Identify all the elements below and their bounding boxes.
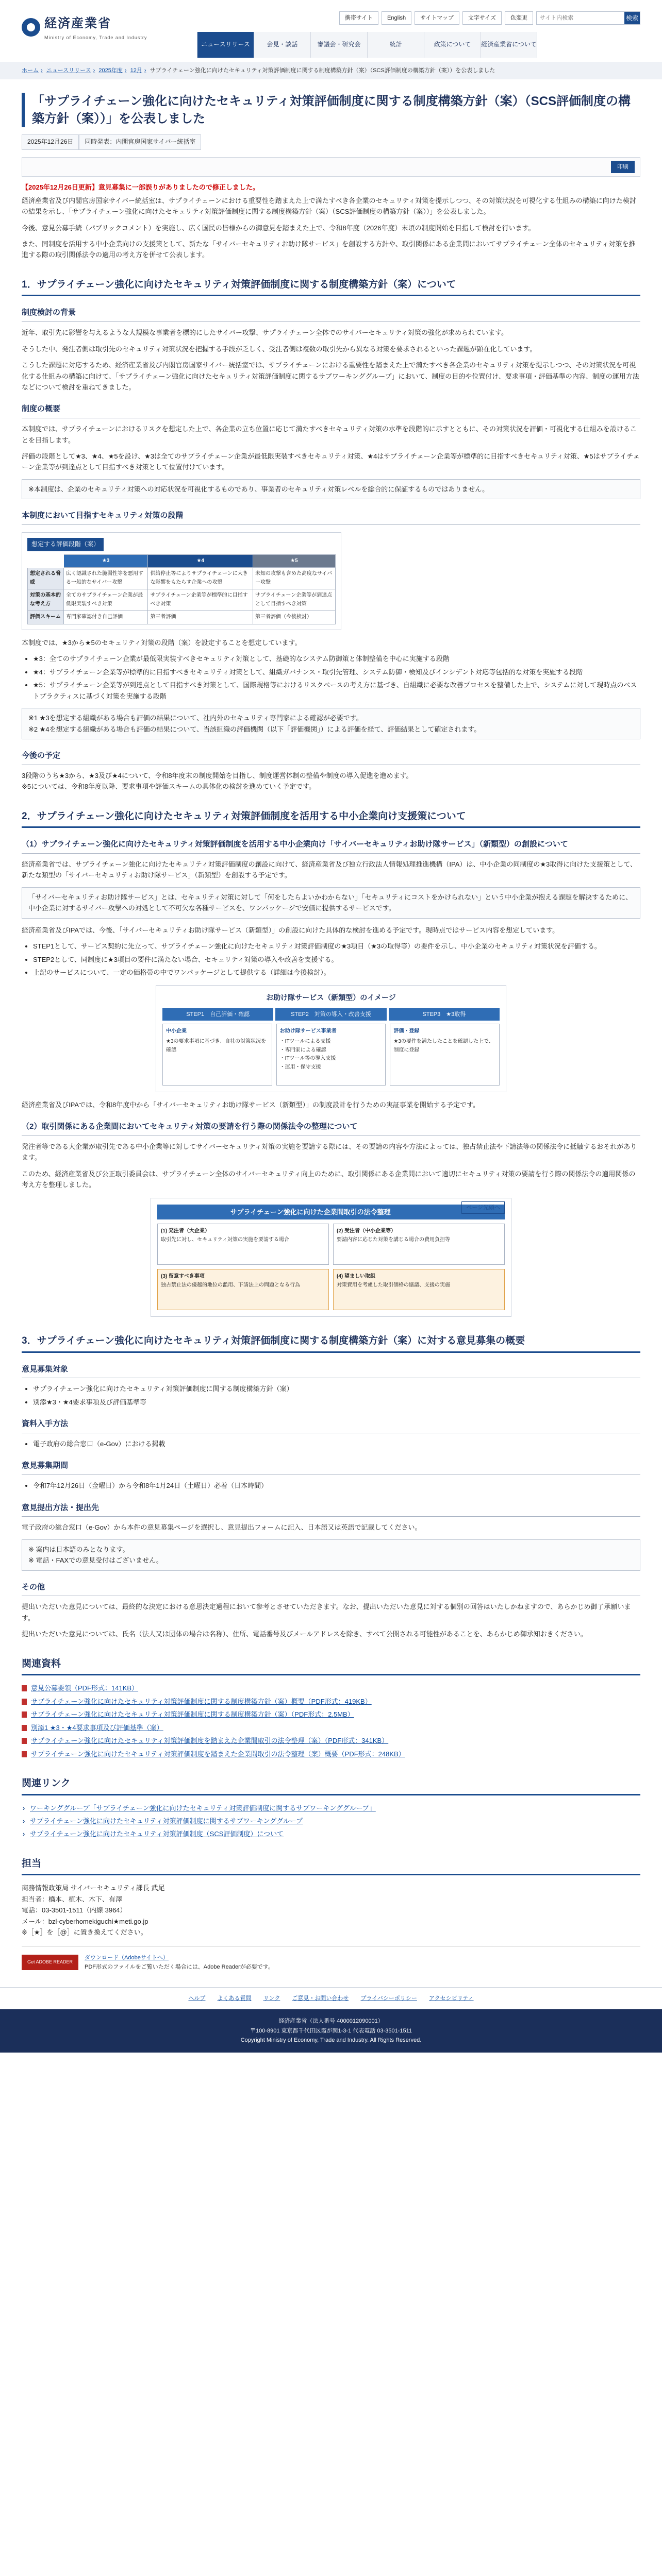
pdf-file-link (22, 1735, 640, 1746)
breadcrumb-separator: › (124, 67, 127, 74)
breadcrumb-current: サプライチェーン強化に向けたセキュリティ対策評価制度に関する制度構築方針（案）（SCS評価制度の構築方針（案））を公表しました (150, 67, 495, 74)
related-link-item (22, 1816, 640, 1826)
list-item: • ★5：サプライチェーン企業等が到達点として目指すべき対策として、国際規格等におけるリスクベースの考え方に基づき、自組織に必要な改善プロセスを整備した上で、システムに対して現時点のベストプラクティスに基づく対策を実施する段階 (33, 680, 640, 702)
search-input[interactable] (537, 12, 624, 24)
figure-column (162, 1024, 272, 1086)
main-content (22, 79, 640, 1972)
breadcrumb-home[interactable]: ホーム (22, 67, 39, 74)
util-color-change[interactable]: 色変更 (505, 11, 533, 25)
box-body: 取引先に対し、セキュリティ対策の実施を要請する場合 (161, 1236, 289, 1243)
list-item: • 電子政府の総合窓口（e-Gov）における掲載 (33, 1438, 640, 1449)
pdf-file-link (22, 1709, 640, 1720)
other-p1: 提出いただいた意見については、最終的な決定における意思決定過程において参考とさせていただきます。なお、提出いただいた意見に対する個別の回答はいたしかねますので、あらかじめ御了承願います。 (22, 1603, 631, 1622)
table-row (28, 568, 336, 589)
row-label: 想定される脅威 (28, 568, 64, 589)
table-cell: 第三者評価 (148, 611, 253, 624)
figure-box (157, 1224, 329, 1265)
step-label: STEP2 対策の導入・改善支援 (275, 1008, 386, 1021)
site-footer (0, 2009, 662, 2053)
support-p3: 経済産業省及びIPAでは、令和8年度中から「サイバーセキュリティお助け隊サービス（新類型）」の制度設計を行うための実証事業を開始する予定です。 (22, 1100, 479, 1109)
list-item: • STEP2として、同制度に★3項目の要件に満たない場合、セキュリティ対策の導入や改善を支援する。 (33, 954, 640, 965)
related-link[interactable]: サプライチェーン強化に向けたセキュリティ対策評価制度（SCS評価制度）について (30, 1830, 284, 1838)
site-logo[interactable] (22, 13, 147, 41)
related-link-item (22, 1828, 640, 1839)
get-list (22, 1438, 640, 1449)
level-3-header: ★3 (64, 554, 148, 568)
utility-nav (339, 11, 640, 25)
section-3-heading: 3．サプライチェーン強化に向けたセキュリティ対策評価制度に関する制度構築方針（案）に対する意見募集の概要 (22, 1332, 640, 1353)
adobe-reader-block (22, 1946, 640, 1972)
gnav-news-release[interactable]: ニュースリリース (197, 32, 254, 58)
figure-steps (162, 1008, 500, 1021)
footer-links (0, 1987, 662, 2009)
breadcrumb-news[interactable]: ニュースリリース (46, 67, 91, 74)
submit-p: 電子政府の総合窓口（e-Gov）から本件の意見募集ページを選択し、意見提出フォームに記入、日本語又は英語で記載してください。 (22, 1523, 422, 1532)
background-p3: こうした課題に対応するため、経済産業省及び内閣官房国家サイバー統括室では、サプライチェーンにおける重要性を踏まえた上で満たすべき各企業のセキュリティ対策を提示しつつ、その対策状況を可視化する仕組みの構築に向けて、「サプライチェーン強化に向けたセキュリティ対策評価制度に関するサブワーキンググループ」において、制度の目的や位置付け、要求事項・評価基準の内容、制度の運用方法などについて検討を重ねてきました。 (22, 361, 639, 391)
related-heading: 関連資料 (22, 1655, 640, 1676)
print-button[interactable]: 印刷 (611, 161, 635, 173)
util-sitemap-link[interactable]: サイトマップ (415, 11, 459, 25)
law-p1: 発注者等である大企業が取引先である中小企業等に対してサイバーセキュリティ対策の実施を要請する際には、その要請の内容や方法によっては、独占禁止法や下請法等の関係法令に抵触するおそれがあります。 (22, 1142, 637, 1162)
links-heading: 関連リンク (22, 1775, 640, 1795)
table-cell: 広く認識された脆弱性等を悪用する一般的なサイバー攻撃 (64, 568, 148, 589)
footer-link-contact[interactable]: ご意見・お問い合わせ (292, 1995, 349, 2002)
list-item: • 令和7年12月26日（金曜日）から令和8年1月24日（土曜日）必着（日本時間） (33, 1480, 640, 1491)
figure-title: サプライチェーン強化に向けた企業間取引の法令整理 (157, 1205, 505, 1219)
box-title: (4) 望ましい取組 (337, 1274, 375, 1280)
law-p2: このため、経済産業省及び公正取引委員会は、サプライチェーン全体のサイバーセキュリティ向上のために、取引関係にある企業間において適切にセキュリティ対策の要請を行う際の関係法令の適用関係の考え方を整理しました。 (22, 1170, 636, 1189)
gnav-council[interactable]: 審議会・研究会 (310, 32, 367, 58)
global-nav (197, 32, 537, 58)
footer-link-links[interactable]: リンク (263, 1995, 280, 2002)
footer-address: 〒100-8901 東京都千代田区霞が関1-3-1 代表電話 03-3501-1511 (250, 2027, 412, 2034)
table-corner (28, 554, 64, 568)
adobe-reader-badge[interactable]: Get ADOBE READER (22, 1955, 78, 1970)
other-p2: 提出いただいた意見については、氏名（法人又は団体の場合は名称）、住所、電話番号及びメールアドレスを除き、すべて公開される可能性があることを、あらかじめ御承知おきください。 (22, 1630, 587, 1638)
adobe-desc: PDF形式のファイルをご覧いただく場合には、Adobe Readerが必要です。 (85, 1963, 274, 1970)
contact-line: メール：bzl-cyberhomekiguchi★meti.go.jp (22, 1917, 148, 1925)
page-title: 「サプライチェーン強化に向けたセキュリティ対策評価制度に関する制度構築方針（案）（SCS評価制度の構築方針（案））」を公表しました (22, 93, 640, 127)
figure-column (390, 1024, 500, 1086)
table-cell: 全てのサプライチェーン企業が最低限実装すべき対策 (64, 589, 148, 611)
gnav-statistics[interactable]: 統計 (367, 32, 424, 58)
breadcrumb-month[interactable]: 12月 (130, 67, 142, 74)
gnav-about[interactable]: 経済産業省について (481, 32, 537, 58)
footer-link-privacy[interactable]: プライバシーポリシー (360, 1995, 417, 2002)
submit-heading: 意見提出方法・提出先 (22, 1502, 640, 1517)
column-head: 評価・登録 (393, 1028, 420, 1034)
after-figure-p: 本制度では、★3から★5のセキュリティ対策の段階（案）を設定することを想定しています。 (22, 638, 302, 647)
outline-note: ※本制度は、企業のセキュリティ対策への対応状況を可視化するものであり、事業者のセキュリティ対策レベルを総合的に保証するものではありません。 (22, 479, 640, 499)
related-files-list (22, 1683, 640, 1759)
breadcrumb-separator: › (144, 67, 146, 74)
outline-heading: 制度の概要 (22, 403, 640, 418)
print-bar (22, 157, 640, 177)
column-body: ・ITツールによる支援 ・専門家による確認 ・ITツール等の導入支援 ・運用・保守支援 (279, 1039, 336, 1070)
file-link[interactable]: サプライチェーン強化に向けたセキュリティ対策評価制度を踏まえた企業間取引の法令整理（案）概要（PDF形式：248KB） (31, 1750, 405, 1758)
levels-table (27, 554, 336, 624)
background-heading: 制度検討の背景 (22, 307, 640, 322)
other-heading: その他 (22, 1581, 640, 1597)
law-figure (151, 1198, 511, 1317)
util-font-size[interactable]: 文字サイズ (462, 11, 502, 25)
release-date: 2025年12月26日 (22, 134, 79, 150)
lead-paragraph-3: また、同制度を活用する中小企業向けの支援策として、新たな「サイバーセキュリティお助け隊サービス」を創設する方針や、取引関係にある企業間においてサプライチェーン全体のセキュリティ対策を推進する際の取引関係法令の適用の考え方を併せて公表します。 (22, 240, 636, 259)
contact-line: 電話：03-3501-1511（内線 3964） (22, 1906, 127, 1914)
pdf-file-link (22, 1722, 640, 1733)
breadcrumb (0, 62, 662, 79)
column-head: 中小企業 (166, 1028, 187, 1034)
section-2-heading: 2．サプライチェーン強化に向けたセキュリティ対策評価制度を活用する中小企業向け支援策について (22, 808, 640, 828)
background-p1: 近年、取引先に影響を与えるような大規模な事業者を標的にしたサイバー攻撃、サプライチェーン全体でのサイバーセキュリティ対策の強化が求められています。 (22, 329, 508, 337)
list-item: • 別添★3・★4要求事項及び評価基準等 (33, 1397, 640, 1408)
related-link[interactable]: サプライチェーン強化に向けたセキュリティ対策評価制度に関するサブワーキンググループ (30, 1817, 303, 1825)
table-cell: 専門家確認付き自己評価 (64, 611, 148, 624)
table-cell: サプライチェーン企業等が標準的に目指すべき対策 (148, 589, 253, 611)
box-title: (3) 留意すべき事項 (161, 1274, 205, 1280)
table-row (28, 589, 336, 611)
box-body: 対策費用を考慮した取引価格の協議、支援の実施 (337, 1282, 450, 1288)
period-heading: 意見募集期間 (22, 1460, 640, 1475)
otasuke-figure (156, 985, 506, 1092)
target-heading: 意見募集対象 (22, 1363, 640, 1379)
contact-line: ※［★］を［@］に置き換えてください。 (22, 1928, 147, 1937)
figure-box (333, 1269, 505, 1310)
file-link[interactable]: 意見公募要領（PDF形式：141KB） (31, 1684, 139, 1692)
support-list (22, 941, 640, 978)
future-p: 3段階のうち★3から、★3及び★4について、令和8年度末の制度開始を目指し、制度運営体制の整備や制度の導入促進を進めます。 ※5については、令和8年度以降、要求事項や評価スキームの具体化の検討を進めていく予定です。 (22, 771, 413, 791)
release-meta (22, 134, 640, 150)
column-head: お助け隊サービス事業者 (279, 1028, 337, 1034)
levels-list (22, 653, 640, 702)
outline-p1: 本制度では、サプライチェーンにおけるリスクを想定した上で、各企業の立ち位置に応じて満たすべきセキュリティ対策の水準を段階的に示すとともに、その対策状況を評価・可視化する仕組みを設けることを目指します。 (22, 425, 637, 444)
list-item: • サプライチェーン強化に向けたセキュリティ対策評価制度に関する制度構築方針（案） (33, 1383, 640, 1394)
support-box: 「サイバーセキュリティお助け隊サービス」とは、セキュリティ対策に対して「何をしたらよいかわからない」「セキュリティにコストをかけられない」という中小企業が抱える課題を解決するために、中小企業に対するサイバー攻撃への対処として不可欠な各種サービスを、ワンパッケージで安価に提供するサービスです。 (22, 887, 640, 919)
box-title: (2) 受注者（中小企業等） (337, 1228, 396, 1234)
section-1-heading: 1．サプライチェーン強化に向けたセキュリティ対策評価制度に関する制度構築方針（案）について (22, 276, 640, 297)
util-english-link[interactable]: English (382, 11, 411, 25)
contact-line: 担当者：橋本、植木、木下、有澤 (22, 1895, 123, 1903)
file-link[interactable]: サプライチェーン強化に向けたセキュリティ対策評価制度に関する制度構築方針（案）（PDF形式：2.5MB） (31, 1710, 354, 1719)
related-link-item (22, 1803, 640, 1814)
search-button[interactable]: 検索 (624, 12, 640, 24)
table-cell: 第三者評価（今後検討） (253, 611, 335, 624)
table-cell: 未知の攻撃も含めた高度なサイバー攻撃 (253, 568, 335, 589)
submit-note: ※ 案内は日本語のみとなります。 ※ 電話・FAXでの意見受付はございません。 (22, 1539, 640, 1571)
row-label: 評価スキーム (28, 611, 64, 624)
figure-box (333, 1224, 505, 1265)
levels-heading: 本制度において目指すセキュリティ対策の段階 (22, 510, 640, 525)
site-header (22, 0, 640, 62)
file-link[interactable]: サプライチェーン強化に向けたセキュリティ対策評価制度を踏まえた企業間取引の法令整理（案）（PDF形式：341KB） (31, 1737, 389, 1745)
background-p2: そうした中、発注者側は取引先のセキュリティ対策状況を把握する手段が乏しく、受注者側は複数の取引先から異なる対策を要求されるといった課題が顕在化しています。 (22, 345, 537, 353)
column-body: ★3の要件を満たしたことを確認した上で、制度に登録 (393, 1039, 494, 1053)
table-cell: 供給停止等によりサプライチェーンに大きな影響をもたらす企業への攻撃 (148, 568, 253, 589)
box-body: 要請内容に応じた対策を講じる場合の費用負担等 (337, 1236, 450, 1243)
contact-line: 商務情報政策局 サイバーセキュリティ課長 武尾 (22, 1884, 165, 1892)
gnav-policy[interactable]: 政策について (424, 32, 481, 58)
file-link[interactable]: サプライチェーン強化に向けたセキュリティ対策評価制度に関する制度構築方針（案）概要（PDF形式：419KB） (31, 1697, 372, 1705)
breadcrumb-year[interactable]: 2025年度 (98, 67, 123, 74)
related-links-list (22, 1803, 640, 1840)
support-p2: 経済産業省及びIPAでは、今後、「サイバーセキュリティお助け隊サービス（新類型）」の創設に向けた具体的な検討を進める予定です。現時点ではサービス内容を想定しています。 (22, 926, 559, 934)
footer-copyright: Copyright Ministry of Economy, Trade and Industry. All Rights Reserved. (240, 2037, 422, 2044)
footer-link-help[interactable]: ヘルプ (188, 1995, 206, 2002)
figure-box (157, 1269, 329, 1310)
meti-logo-icon (22, 18, 40, 37)
pagetop-side-button[interactable]: ページ先頭へ (461, 1201, 505, 1214)
gnav-press[interactable]: 会見・談話 (254, 32, 310, 58)
support-sub2-heading: （2）取引関係にある企業間においてセキュリティ対策の要請を行う際の関係法令の整理について (22, 1121, 640, 1136)
release-tag: 同時発表：内閣官房国家サイバー統括室 (79, 134, 201, 150)
adobe-download-link[interactable]: ダウンロード（Adobeサイトへ） (85, 1954, 169, 1961)
footer-link-faq[interactable]: よくある質問 (217, 1995, 252, 2002)
figure-title: 想定する評価段階（案） (27, 538, 104, 551)
period-list (22, 1480, 640, 1491)
pdf-file-link (22, 1696, 640, 1707)
logo-subtext: Ministry of Economy, Trade and Industry (44, 35, 147, 40)
row-label: 対策の基本的な考え方 (28, 589, 64, 611)
figure-column (276, 1024, 386, 1086)
level-4-header: ★4 (148, 554, 253, 568)
column-body: ★3の要求事項に基づき、自社の対策状況を確認 (166, 1039, 267, 1053)
footer-org: 経済産業省（法人番号 4000012090001） (278, 2018, 384, 2025)
table-row (28, 611, 336, 624)
logo-text: 経済産業省 (44, 16, 111, 30)
lead-paragraph-2: 今後、意見公募手続（パブリックコメント）を実施し、広く国民の皆様からの御意見を踏まえた上で、令和8年度（2026年度）末頃の制度開始を目指して検討を行います。 (22, 224, 535, 232)
contact-heading: 担当 (22, 1855, 640, 1876)
support-p1: 経済産業省では、サプライチェーン強化に向けたセキュリティ対策評価制度の創設に向けて、経済産業省及び独立行政法人情報処理推進機構（IPA）は、中小企業の同制度の★3取得に向けた支援策として、新たな類型の「サイバーセキュリティお助け隊サービス」（新類型）を創設する予定です。 (22, 860, 637, 879)
target-list (22, 1383, 640, 1408)
outline-p2: 評価の段階として★3、★4、★5を設け、★3は全てのサプライチェーン企業が最低限実装すべきセキュリティ対策、★4はサプライチェーン企業等が標準的に目指すべきセキュリティ対策、★5はサプライチェーン企業等が到達点として目指すべき対策として位置付けています。 (22, 452, 640, 471)
box-title: (1) 発注者（大企業） (161, 1228, 210, 1234)
levels-note: ※1 ★3を想定する組織がある場合も評価の結果について、社内外のセキュリティ専門家による確認が必要です。 ※2 ★4を想定する組織がある場合も評価の結果について、当該組織の評価機関（以下「評価機関」）による評価を経て、評価結果として確定されます。 (22, 708, 640, 739)
util-mobile-link[interactable]: 携帯サイト (339, 11, 378, 25)
breadcrumb-separator: › (93, 67, 95, 74)
contact-block (22, 1883, 640, 1938)
evaluation-levels-figure (22, 532, 341, 630)
future-heading: 今後の予定 (22, 750, 640, 765)
list-item: • ★4：サプライチェーン企業等が標準的に目指すべきセキュリティ対策として、組織ガバナンス・取引先管理、システム防御・検知及びインシデント対応等包括的な対策を実施する段階 (33, 667, 640, 677)
step-label: STEP1 自己評価・確認 (162, 1008, 273, 1021)
breadcrumb-separator: › (41, 67, 43, 74)
lead-paragraph: 経済産業省及び内閣官房国家サイバー統括室は、サプライチェーンにおける重要性を踏まえた上で満たすべき各企業のセキュリティ対策を提示しつつ、その対策状況を可視化する仕組みの構築に向けた検討の結果を示し、「サプライチェーン強化に向けたセキュリティ対策評価制度に関する制度構築方針（案）（SCS評価制度の構築方針（案））」を公表しました。 (22, 196, 636, 216)
get-heading: 資料入手方法 (22, 1418, 640, 1433)
site-search (536, 11, 640, 25)
table-cell: サプライチェーン企業等が到達点として目指すべき対策 (253, 589, 335, 611)
level-5-header: ★5 (253, 554, 335, 568)
list-item: • 上記のサービスについて、一定の価格帯の中でワンパッケージとして提供する（詳細は今後検討）。 (33, 967, 640, 978)
list-item: • STEP1として、サービス契約に先立って、サプライチェーン強化に向けたセキュリティ対策評価制度の★3項目（★3の取得等）の要件を示し、中小企業のセキュリティ対策状況を評価する。 (33, 941, 640, 952)
step-label: STEP3 ★3取得 (389, 1008, 500, 1021)
figure-body (162, 1024, 500, 1086)
update-notice: 【2025年12月26日更新】意見募集に一部誤りがありましたので修正しました。 (22, 183, 259, 192)
list-item: • ★3：全てのサプライチェーン企業が最低限実装すべきセキュリティ対策として、基礎的なシステム防御策と体制整備を中心に実施する段階 (33, 653, 640, 664)
pdf-file-link (22, 1683, 640, 1693)
related-link[interactable]: ワーキンググループ「サプライチェーン強化に向けたセキュリティ対策評価制度に関するサブワーキンググループ」 (30, 1804, 376, 1812)
figure-grid (157, 1224, 505, 1310)
figure-title: お助け隊サービス（新類型）のイメージ (266, 993, 396, 1002)
pdf-file-link (22, 1749, 640, 1759)
file-link[interactable]: 別添1 ★3・★4要求事項及び評価基準（案） (31, 1723, 163, 1732)
footer-link-accessibility[interactable]: アクセシビリティ (428, 1995, 474, 2002)
support-sub1-heading: （1）サプライチェーン強化に向けたセキュリティ対策評価制度を活用する中小企業向け「サイバーセキュリティお助け隊サービス」（新類型）の創設について (22, 838, 640, 854)
box-body: 独占禁止法の優越的地位の濫用、下請法上の問題となる行為 (161, 1282, 300, 1288)
